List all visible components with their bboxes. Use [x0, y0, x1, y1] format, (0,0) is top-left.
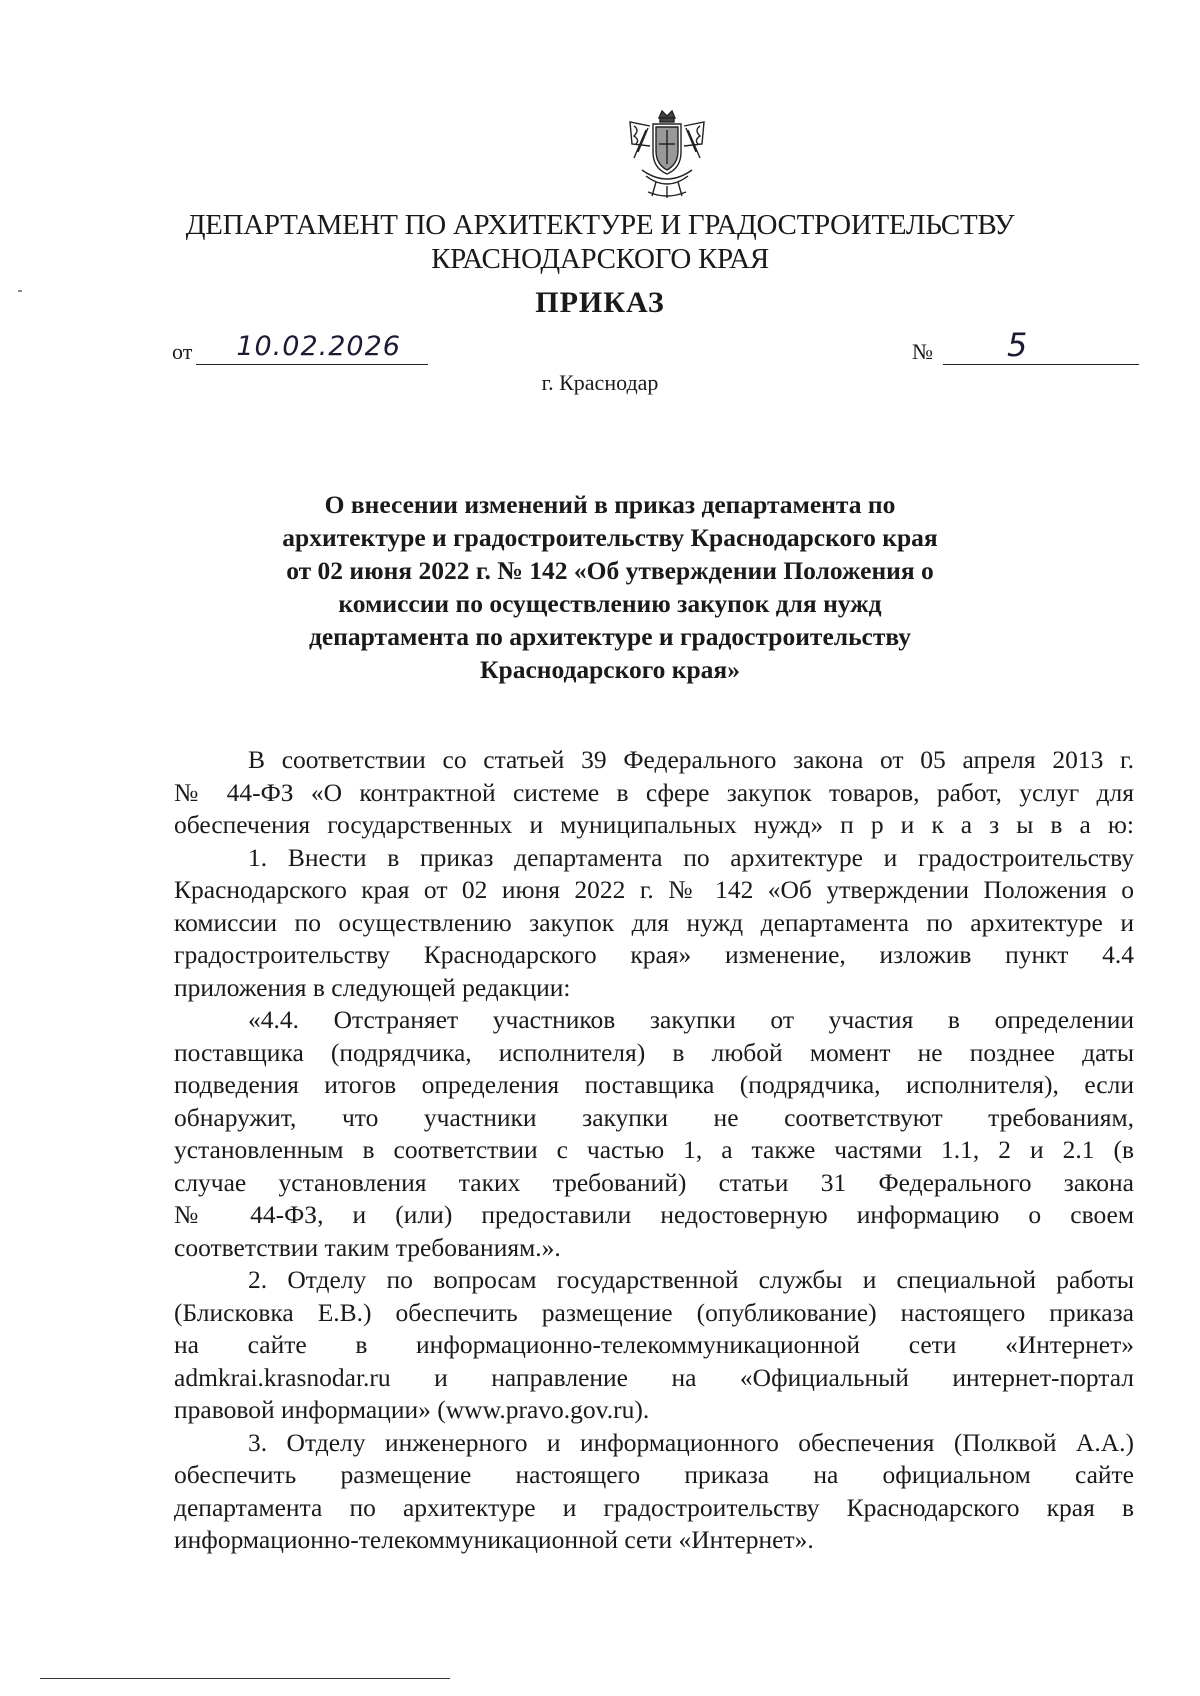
document-type-title: ПРИКАЗ [535, 286, 665, 319]
department-name [0, 208, 1200, 276]
body-line: обнаружит, что участники закупки не соответствуют требованиям, [174, 1102, 1134, 1132]
date-line [196, 331, 428, 365]
city-label: г. Краснодар [541, 370, 659, 395]
body-line: «4.4. Отстраняет участников закупки от участия в определении [248, 1005, 1134, 1034]
number-prefix: № [912, 339, 933, 364]
body-line: обеспечения государственных и муниципальных нужд» п р и к а з ы в а ю: [174, 810, 1134, 839]
quoted-clause-paragraph [174, 1004, 1134, 1264]
body-line: на сайте в информационно-телекоммуникационной сети «Интернет» [174, 1330, 1134, 1359]
date-prefix: от [172, 339, 193, 364]
body-line: 3. Отделу инженерного и информационного обеспечения (Полквой А.А.) [248, 1427, 1134, 1457]
order-body [174, 744, 1134, 1557]
body-line: информационно-телекоммуникационной сети «Интернет». [174, 1525, 814, 1554]
handwritten-number: 5 [1007, 326, 1028, 364]
body-line: подведения итогов определения поставщика (подрядчика, исполнителя), если [174, 1070, 1134, 1099]
body-line: градостроительству Краснодарского края» изменение, изложив пункт 4.4 [174, 940, 1134, 969]
body-line: комиссии по осуществлению закупок для нужд департамента по архитектуре и [174, 907, 1134, 937]
subject-line: О внесении изменений в приказ департамента по [324, 490, 896, 519]
body-line: соответствии таким требованиям.». [174, 1232, 561, 1262]
body-line: случае установления таких требований) статьи 31 Федерального закона [174, 1167, 1134, 1197]
body-line: установленным в соответствии с частью 1, а также частями 1.1, 2 и 2.1 (в [174, 1135, 1134, 1164]
body-line: поставщика (подрядчика, исполнителя) в любой момент не позднее даты [174, 1037, 1134, 1067]
body-line: правовой информации» (www.pravo.gov.ru). [174, 1395, 650, 1424]
body-line: admkrai.krasnodar.ru и направление на «Официальный интернет-портал [174, 1362, 1134, 1392]
order-number-field [912, 326, 1139, 365]
body-line: 1. Внести в приказ департамента по архитектуре и градостроительству [248, 842, 1134, 872]
bottom-rule-line [40, 1678, 450, 1679]
item-1-paragraph [174, 842, 1134, 1005]
subject-line: от 02 июня 2022 г. № 142 «Об утверждении Положения о [286, 556, 934, 585]
subject-line: департамента по архитектуре и градостроительству [308, 622, 912, 651]
krasnodar-coat-of-arms-icon [626, 108, 708, 200]
subject-line: Краснодарского края» [480, 655, 740, 684]
body-line: В соответствии со статьей 39 Федерального закона от 05 апреля 2013 г. [248, 745, 1134, 774]
preamble-paragraph [174, 744, 1134, 842]
body-line: Краснодарского края от 02 июня 2022 г. № 142 «Об утверждении Положения о [174, 875, 1134, 904]
number-line [943, 326, 1139, 365]
body-line: департамента по архитектуре и градостроительству Краснодарского края в [174, 1492, 1134, 1522]
margin-mark [18, 290, 22, 292]
date-field [172, 331, 428, 365]
body-line: приложения в следующей редакции: [174, 972, 571, 1002]
subject-line: архитектуре и градостроительству Краснодарского края [282, 523, 938, 552]
item-2-paragraph [174, 1264, 1134, 1427]
subject-line: комиссии по осуществлению закупок для нужд [338, 589, 882, 618]
body-line: (Блисковка Е.В.) обеспечить размещение (опубликование) настоящего приказа [174, 1297, 1134, 1327]
body-line: № 44-ФЗ «О контрактной системе в сфере закупок товаров, работ, услуг для [174, 777, 1134, 807]
department-line-2: КРАСНОДАРСКОГО КРАЯ [431, 243, 769, 275]
body-line: 2. Отделу по вопросам государственной службы и специальной работы [248, 1265, 1134, 1294]
order-subject [250, 488, 970, 686]
body-line: № 44-ФЗ, и (или) предоставили недостоверную информацию о своем [174, 1200, 1134, 1229]
body-line: обеспечить размещение настоящего приказа на официальном сайте [174, 1460, 1134, 1489]
item-3-paragraph [174, 1427, 1134, 1557]
department-line-1: ДЕПАРТАМЕНТ ПО АРХИТЕКТУРЕ И ГРАДОСТРОИТЕЛЬСТВУ [185, 209, 1015, 241]
handwritten-date: 10.02.2026 [236, 331, 401, 362]
